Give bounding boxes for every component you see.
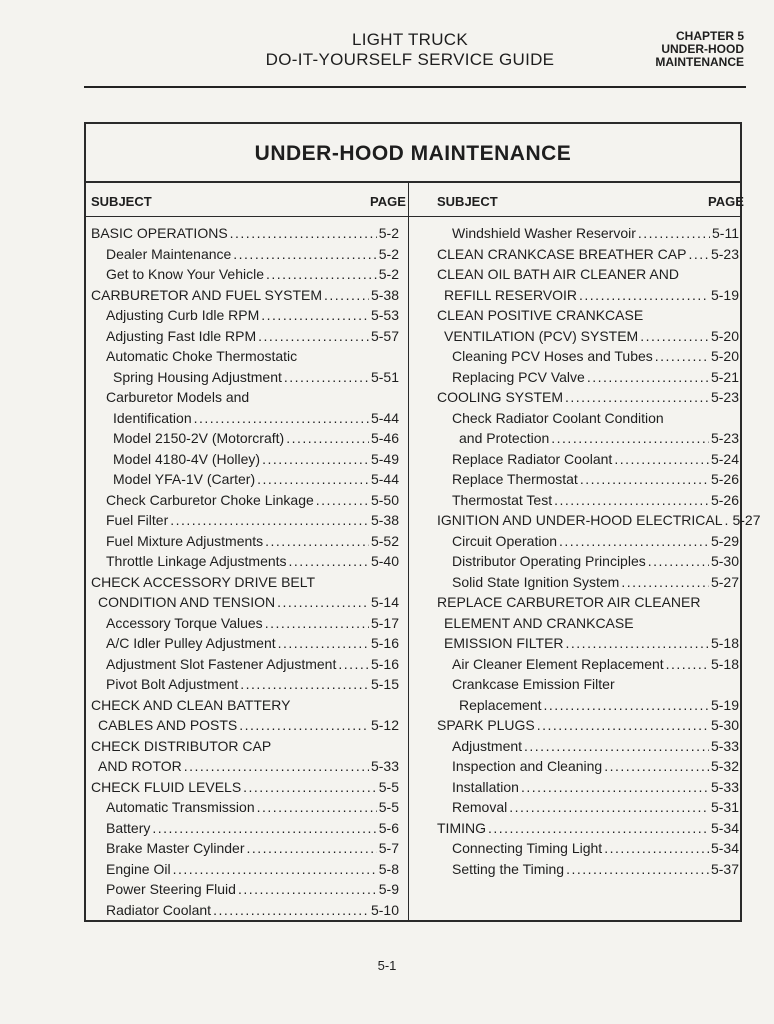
toc-entry-subject: A/C Idler Pulley Adjustment (106, 635, 276, 651)
toc-entry (437, 777, 739, 798)
toc-entry (437, 264, 739, 285)
toc-entry (91, 613, 399, 634)
dot-leader (233, 244, 376, 265)
toc-entry-subject: Automatic Transmission (106, 799, 255, 815)
toc-entry-subject: BASIC OPERATIONS (91, 225, 228, 241)
toc-entry (437, 736, 739, 757)
dot-leader (537, 715, 709, 736)
toc-entry-subject: CABLES AND POSTS (98, 717, 238, 733)
dot-leader (604, 838, 709, 859)
toc-entry (91, 592, 399, 613)
toc-entry-subject: Distributor Operating Principles (452, 553, 646, 569)
dot-leader (551, 428, 709, 449)
toc-entry (437, 510, 761, 531)
toc-entry-page: 5-44 (370, 471, 399, 487)
toc-left-column (91, 223, 399, 920)
toc-entry (91, 797, 399, 818)
toc-entry (91, 695, 399, 716)
toc-entry-page: 5-20 (710, 327, 739, 344)
toc-entry (437, 715, 739, 736)
toc-entry-page: 5-49 (370, 450, 399, 467)
toc-entry (437, 674, 739, 695)
toc-entry-subject: AND ROTOR (98, 758, 182, 774)
toc-entry (91, 879, 399, 900)
dot-leader (243, 777, 377, 798)
dot-leader (621, 572, 709, 593)
toc-entry-subject: Battery (106, 819, 151, 836)
toc-entry (91, 490, 399, 511)
toc-entry-subject: Replacing PCV Valve (452, 368, 585, 385)
toc-entry-page: 5-44 (370, 409, 399, 426)
toc-entry-subject: CLEAN POSITIVE CRANKCASE (437, 307, 644, 323)
toc-title: UNDER-HOOD MAINTENANCE (254, 142, 572, 165)
toc-entry-page: 5-19 (710, 696, 739, 713)
toc-entry (437, 592, 739, 613)
dot-leader (648, 551, 709, 572)
toc-entry-page: 5-21 (710, 368, 739, 385)
toc-entry (437, 490, 739, 511)
toc-entry (437, 428, 739, 449)
dot-leader (257, 797, 377, 818)
dot-leader (509, 797, 709, 818)
header-divider (84, 86, 746, 88)
toc-entry (91, 285, 399, 306)
toc-entry-subject: SPARK PLUGS (437, 717, 535, 733)
dot-leader (666, 654, 709, 675)
toc-entry-page: 5-53 (370, 307, 399, 323)
dot-leader (655, 346, 709, 367)
toc-entry (91, 264, 399, 285)
toc-entry-subject: CARBURETOR AND FUEL SYSTEM (91, 286, 323, 303)
dot-leader (213, 900, 369, 921)
toc-entry-page: 5-37 (710, 860, 739, 877)
toc-entry-page: 5-10 (370, 901, 399, 918)
toc-entry-page: 5-23 (710, 245, 739, 262)
toc-entry-page: 5-33 (710, 778, 739, 795)
toc-entry (91, 654, 399, 675)
toc-entry-subject: Replace Thermostat (452, 471, 578, 487)
toc-entry (91, 449, 399, 470)
toc-entry-subject: Model 4180-4V (Holley) (113, 450, 261, 467)
toc-entry-subject: Circuit Operation (452, 532, 558, 549)
toc-entry (91, 223, 399, 244)
column-header-divider (86, 216, 740, 217)
toc-entry-subject: Automatic Choke Thermostatic (106, 348, 298, 364)
toc-entry (437, 838, 739, 859)
chapter-number: CHAPTER 5 (675, 29, 744, 43)
toc-entry-subject: Adjusting Fast Idle RPM (106, 327, 257, 344)
toc-entry-subject: Identification (113, 409, 192, 426)
toc-entry-page: 5-12 (370, 717, 399, 733)
toc-entry (91, 818, 399, 839)
dot-leader (265, 613, 369, 634)
toc-entry-subject: Replace Radiator Coolant (452, 450, 613, 467)
toc-entry (437, 654, 739, 675)
toc-entry-page: 5-20 (710, 348, 739, 364)
toc-entry-page: 5-30 (710, 553, 739, 569)
toc-entry-subject: Throttle Linkage Adjustments (106, 553, 287, 569)
toc-entry-page: 5-24 (710, 450, 739, 467)
title-divider (86, 181, 740, 183)
toc-entry-subject: Installation (452, 778, 519, 795)
dot-leader (247, 838, 377, 859)
dot-leader (184, 756, 369, 777)
toc-entry-subject: IGNITION AND UNDER-HOOD ELECTRICAL (437, 512, 723, 528)
toc-entry-page: 5-2 (378, 266, 399, 282)
toc-entry-subject: REPLACE CARBURETOR AIR CLEANER (437, 594, 701, 610)
toc-entry (437, 531, 739, 552)
right-subject-header: SUBJECT (437, 194, 498, 209)
toc-entry (91, 510, 399, 531)
left-page-header: PAGE (370, 194, 406, 209)
toc-entry (437, 818, 739, 839)
dot-leader (638, 223, 710, 244)
toc-entry-page: 5-38 (370, 512, 399, 528)
toc-entry-page: 5-27 (732, 512, 761, 528)
dot-leader (587, 367, 709, 388)
dot-leader (239, 715, 369, 736)
guide-title-line1: LIGHT TRUCK (351, 30, 469, 49)
dot-leader (240, 674, 369, 695)
toc-entry-subject: Removal (452, 799, 508, 815)
dot-leader (261, 305, 369, 326)
toc-entry-page: 5-26 (710, 491, 739, 508)
toc-entry (91, 346, 399, 367)
dot-leader (170, 510, 369, 531)
toc-entry (437, 285, 739, 306)
toc-entry (437, 367, 739, 388)
toc-entry (437, 449, 739, 470)
toc-entry-page: 5-18 (710, 635, 739, 651)
toc-entry-subject: Fuel Filter (106, 512, 169, 528)
guide-title (230, 30, 590, 70)
toc-entry-page: 5-6 (378, 819, 399, 836)
toc-entry-page: 5-9 (378, 881, 399, 897)
toc-entry-page: 5-23 (710, 389, 739, 405)
toc-entry-subject: Pivot Bolt Adjustment (106, 676, 239, 692)
dot-leader (278, 633, 369, 654)
toc-entry (437, 408, 739, 429)
toc-entry-page: 5-50 (370, 491, 399, 508)
toc-entry-subject: CHECK FLUID LEVELS (91, 778, 242, 795)
toc-entry-page: 5-26 (710, 471, 739, 487)
toc-entry (91, 736, 399, 757)
toc-entry (91, 469, 399, 490)
dot-leader (566, 859, 709, 880)
toc-entry-page: 5-29 (710, 532, 739, 549)
toc-entry (437, 469, 739, 490)
toc-entry-subject: CLEAN OIL BATH AIR CLEANER AND (437, 266, 679, 282)
toc-entry-subject: Adjustment (452, 737, 523, 754)
toc-entry (91, 674, 399, 695)
dot-leader (724, 510, 730, 531)
toc-entry-subject: Cleaning PCV Hoses and Tubes (452, 348, 653, 364)
toc-entry-subject: Dealer Maintenance (106, 245, 232, 262)
dot-leader (258, 326, 369, 347)
right-page-header: PAGE (708, 194, 744, 209)
toc-entry-page: 5-40 (370, 553, 399, 569)
toc-entry-page: 5-5 (378, 778, 399, 795)
toc-entry-subject: REFILL RESERVOIR (444, 286, 578, 303)
toc-entry-page: 5-30 (710, 717, 739, 733)
toc-entry-subject: EMISSION FILTER (444, 635, 564, 651)
toc-entry-page: 5-5 (378, 799, 399, 815)
toc-entry-subject: Model YFA-1V (Carter) (113, 471, 256, 487)
toc-entry (437, 756, 739, 777)
toc-entry (437, 223, 739, 244)
dot-leader (614, 449, 709, 470)
toc-entry-subject: Spring Housing Adjustment (113, 368, 282, 385)
toc-entry-page: 5-16 (370, 655, 399, 672)
toc-entry (91, 551, 399, 572)
toc-entry-subject: Fuel Mixture Adjustments (106, 532, 264, 549)
toc-entry-page: 5-8 (378, 860, 399, 877)
toc-entry-subject: Radiator Coolant (106, 901, 212, 918)
column-divider (408, 181, 409, 920)
dot-leader (488, 818, 709, 839)
toc-entry (91, 633, 399, 654)
toc-entry-page: 5-33 (370, 758, 399, 774)
toc-entry (91, 244, 399, 265)
dot-leader (580, 469, 709, 490)
toc-entry-page: 5-7 (378, 840, 399, 856)
toc-entry-subject: Setting the Timing (452, 860, 565, 877)
toc-entry-page: 5-57 (370, 327, 399, 344)
toc-entry (91, 408, 399, 429)
toc-entry (91, 531, 399, 552)
dot-leader (338, 654, 369, 675)
dot-leader (688, 244, 709, 265)
dot-leader (262, 449, 369, 470)
dot-leader (565, 387, 709, 408)
toc-entry-page: 5-34 (710, 840, 739, 856)
toc-entry-subject: Adjusting Curb Idle RPM (106, 307, 260, 323)
toc-entry-page: 5-27 (710, 573, 739, 590)
dot-leader (559, 531, 709, 552)
toc-entry-subject: Check Radiator Coolant Condition (452, 409, 664, 426)
toc-entry-subject: CONDITION AND TENSION (98, 594, 276, 610)
toc-entry-subject: Connecting Timing Light (452, 840, 603, 856)
toc-entry-subject: Air Cleaner Element Replacement (452, 655, 664, 672)
toc-entry (437, 633, 739, 654)
toc-entry-subject: Check Carburetor Choke Linkage (106, 491, 314, 508)
dot-leader (289, 551, 369, 572)
toc-entry (437, 244, 739, 265)
dot-leader (554, 490, 709, 511)
toc-entry (91, 900, 399, 921)
dot-leader (524, 736, 709, 757)
dot-leader (286, 428, 369, 449)
toc-entry (437, 797, 739, 818)
toc-entry (437, 387, 739, 408)
toc-entry-subject: Thermostat Test (452, 491, 553, 508)
toc-right-column (437, 223, 761, 879)
toc-entry-subject: Model 2150-2V (Motorcraft) (113, 430, 285, 446)
toc-entry (437, 305, 739, 326)
toc-entry-subject: Carburetor Models and (106, 389, 250, 405)
toc-entry-subject: Brake Master Cylinder (106, 840, 245, 856)
left-subject-header: SUBJECT (91, 194, 152, 209)
toc-entry (91, 859, 399, 880)
toc-entry (437, 695, 739, 716)
toc-entry-subject: Power Steering Fluid (106, 881, 236, 897)
toc-entry (91, 428, 399, 449)
dot-leader (230, 223, 377, 244)
toc-entry-subject: Replacement (459, 696, 542, 713)
dot-leader (265, 531, 369, 552)
toc-entry (437, 859, 739, 880)
toc-entry (91, 572, 399, 593)
toc-entry-subject: Crankcase Emission Filter (452, 676, 615, 692)
dot-leader (152, 818, 376, 839)
chapter-label (604, 30, 744, 69)
guide-title-line2: DO-IT-YOURSELF SERVICE GUIDE (265, 50, 555, 69)
chapter-name-line1: UNDER-HOOD (661, 42, 744, 56)
toc-entry-page: 5-34 (710, 819, 739, 836)
dot-leader (604, 756, 709, 777)
toc-entry-page: 5-15 (370, 676, 399, 692)
dot-leader (266, 264, 377, 285)
toc-entry-subject: VENTILATION (PCV) SYSTEM (444, 327, 639, 344)
toc-entry-subject: Engine Oil (106, 860, 171, 877)
toc-entry-page: 5-38 (370, 286, 399, 303)
toc-entry (91, 715, 399, 736)
toc-entry-subject: Inspection and Cleaning (452, 758, 603, 774)
toc-entry-page: 5-11 (712, 225, 739, 241)
toc-entry-page: 5-16 (370, 635, 399, 651)
toc-entry-subject: CHECK AND CLEAN BATTERY (91, 696, 291, 713)
toc-entry (437, 346, 739, 367)
dot-leader (324, 285, 369, 306)
toc-entry-page: 5-31 (710, 799, 739, 815)
dot-leader (566, 633, 709, 654)
toc-entry-subject: Get to Know Your Vehicle (106, 266, 264, 282)
toc-entry-page: 5-19 (710, 286, 739, 303)
toc-entry (91, 367, 399, 388)
toc-entry (91, 305, 399, 326)
chapter-name-line2: MAINTENANCE (655, 55, 744, 69)
toc-entry-page: 5-52 (370, 532, 399, 549)
toc-entry-subject: Windshield Washer Reservoir (452, 225, 636, 241)
dot-leader (238, 879, 377, 900)
page-number: 5-1 (377, 958, 397, 973)
toc-entry (91, 756, 399, 777)
toc-entry-subject: and Protection (459, 430, 550, 446)
toc-entry-subject: CLEAN CRANKCASE BREATHER CAP (437, 245, 687, 262)
dot-leader (173, 859, 377, 880)
dot-leader (579, 285, 709, 306)
toc-entry-subject: COOLING SYSTEM (437, 389, 564, 405)
dot-leader (640, 326, 709, 347)
toc-entry (437, 326, 739, 347)
toc-entry-page: 5-23 (710, 430, 739, 446)
dot-leader (521, 777, 709, 798)
dot-leader (544, 695, 709, 716)
toc-entry-subject: CHECK ACCESSORY DRIVE BELT (91, 573, 316, 590)
toc-entry-page: 5-32 (710, 758, 739, 774)
toc-entry (91, 387, 399, 408)
toc-entry (91, 777, 399, 798)
toc-entry (437, 572, 739, 593)
toc-entry-page: 5-2 (378, 225, 399, 241)
toc-box (84, 122, 761, 922)
dot-leader (194, 408, 369, 429)
toc-entry (91, 326, 399, 347)
toc-entry-page: 5-2 (378, 245, 399, 262)
toc-entry-subject: Solid State Ignition System (452, 573, 620, 590)
toc-entry (91, 838, 399, 859)
toc-entry-subject: Accessory Torque Values (106, 614, 263, 631)
toc-entry-subject: ELEMENT AND CRANKCASE (444, 614, 634, 631)
dot-leader (257, 469, 369, 490)
toc-entry-subject: CHECK DISTRIBUTOR CAP (91, 737, 272, 754)
toc-entry-page: 5-46 (370, 430, 399, 446)
toc-entry-subject: Adjustment Slot Fastener Adjustment (106, 655, 337, 672)
toc-entry-subject: TIMING (437, 819, 486, 836)
toc-entry-page: 5-33 (710, 737, 739, 754)
toc-entry-page: 5-18 (710, 655, 739, 672)
toc-entry-page: 5-17 (370, 614, 399, 631)
dot-leader (316, 490, 369, 511)
toc-entry-page: 5-14 (370, 594, 399, 610)
dot-leader (277, 592, 369, 613)
toc-entry (437, 551, 739, 572)
dot-leader (284, 367, 369, 388)
toc-entry-page: 5-51 (370, 368, 399, 385)
toc-entry (437, 613, 739, 634)
